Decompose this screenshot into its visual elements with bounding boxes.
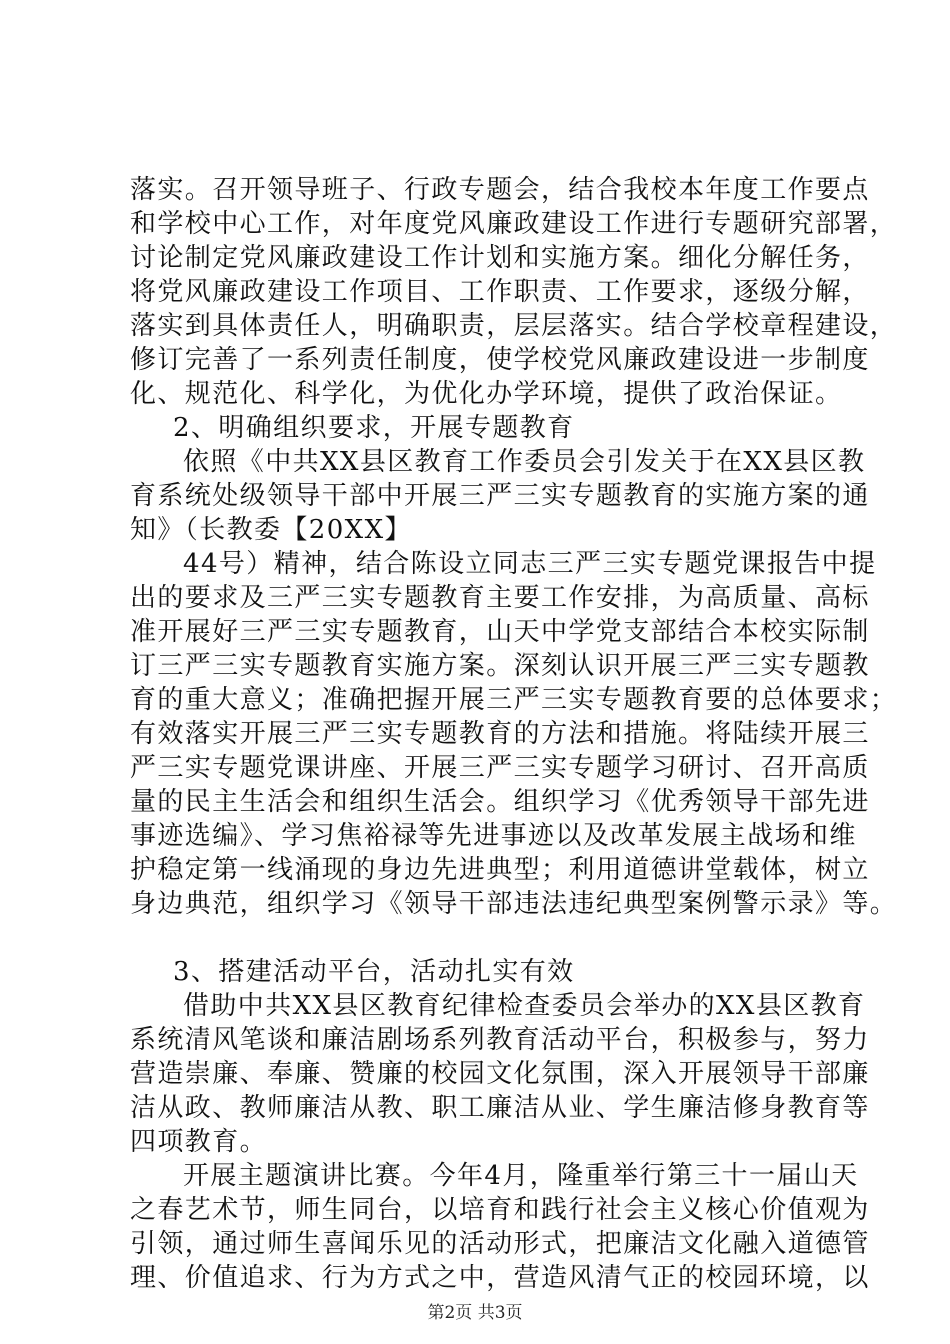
body-text-line: 育的重大意义；准确把握开展三严三实专题教育要的总体要求； (130, 685, 898, 715)
body-text-line: 有效落实开展三严三实专题教育的方法和措施。将陆续开展三 (130, 719, 870, 749)
body-text-line: 洁从政、教师廉洁从教、职工廉洁从业、学生廉洁修身教育等 (130, 1093, 870, 1123)
body-text-line: 严三实专题党课讲座、开展三严三实专题学习研讨、召开高质 (130, 753, 870, 783)
body-text-line: 理、价值追求、行为方式之中，营造风清气正的校园环境，以 (130, 1263, 870, 1293)
body-text-line: 四项教育。 (130, 1127, 268, 1157)
body-text-line: 量的民主生活会和组织生活会。组织学习《优秀领导干部先进 (130, 787, 870, 817)
section-heading: 3、搭建活动平台，活动扎实有效 (173, 957, 575, 987)
section-heading: 2、明确组织要求，开展专题教育 (173, 413, 575, 443)
body-text-line: 修订完善了一系列责任制度，使学校党风廉政建设进一步制度 (130, 345, 870, 375)
body-text-line: 将党风廉政建设工作项目、工作职责、工作要求，逐级分解， (130, 277, 870, 307)
body-text-line: 依照《中共XX县区教育工作委员会引发关于在XX县区教 (183, 447, 866, 477)
body-text-line: 落实。召开领导班子、行政专题会，结合我校本年度工作要点 (130, 175, 870, 205)
body-text-line: 订三严三实专题教育实施方案。深刻认识开展三严三实专题教 (130, 651, 870, 681)
body-text-line: 育系统处级领导干部中开展三严三实专题教育的实施方案的通 (130, 481, 870, 511)
body-text-line: 44号）精神，结合陈设立同志三严三实专题党课报告中提 (183, 549, 877, 579)
body-text-line: 护稳定第一线涌现的身边先进典型；利用道德讲堂载体，树立 (130, 855, 870, 885)
body-text-line: 之春艺术节，师生同台，以培育和践行社会主义核心价值观为 (130, 1195, 870, 1225)
body-text-line: 化、规范化、科学化，为优化办学环境，提供了政治保证。 (130, 379, 843, 409)
body-text-line: 讨论制定党风廉政建设工作计划和实施方案。细化分解任务， (130, 243, 870, 273)
body-text-line: 和学校中心工作，对年度党风廉政建设工作进行专题研究部署， (130, 209, 898, 239)
body-text-line: 出的要求及三严三实专题教育主要工作安排，为高质量、高标 (130, 583, 870, 613)
body-text-line: 事迹选编》、学习焦裕禄等先进事迹以及改革发展主战场和维 (130, 821, 857, 851)
page-number: 第2页 共3页 (427, 1303, 523, 1323)
body-text-line: 知》（长教委【20XX】 (130, 515, 412, 545)
body-text-line: 落实到具体责任人，明确职责，层层落实。结合学校章程建设， (130, 311, 898, 341)
body-text-line: 营造崇廉、奉廉、赞廉的校园文化氛围，深入开展领导干部廉 (130, 1059, 870, 1089)
body-text-line: 引领，通过师生喜闻乐见的活动形式，把廉洁文化融入道德管 (130, 1229, 870, 1259)
body-text-line: 借助中共XX县区教育纪律检查委员会举办的XX县区教育 (183, 991, 866, 1021)
body-text-line: 开展主题演讲比赛。今年4月，隆重举行第三十一届山天 (183, 1161, 859, 1191)
body-text-line: 系统清风笔谈和廉洁剧场系列教育活动平台，积极参与，努力 (130, 1025, 870, 1055)
body-text-line: 身边典范，组织学习《领导干部违法违纪典型案例警示录》等。 (130, 889, 898, 919)
body-text-line: 准开展好三严三实专题教育，山天中学党支部结合本校实际制 (130, 617, 870, 647)
